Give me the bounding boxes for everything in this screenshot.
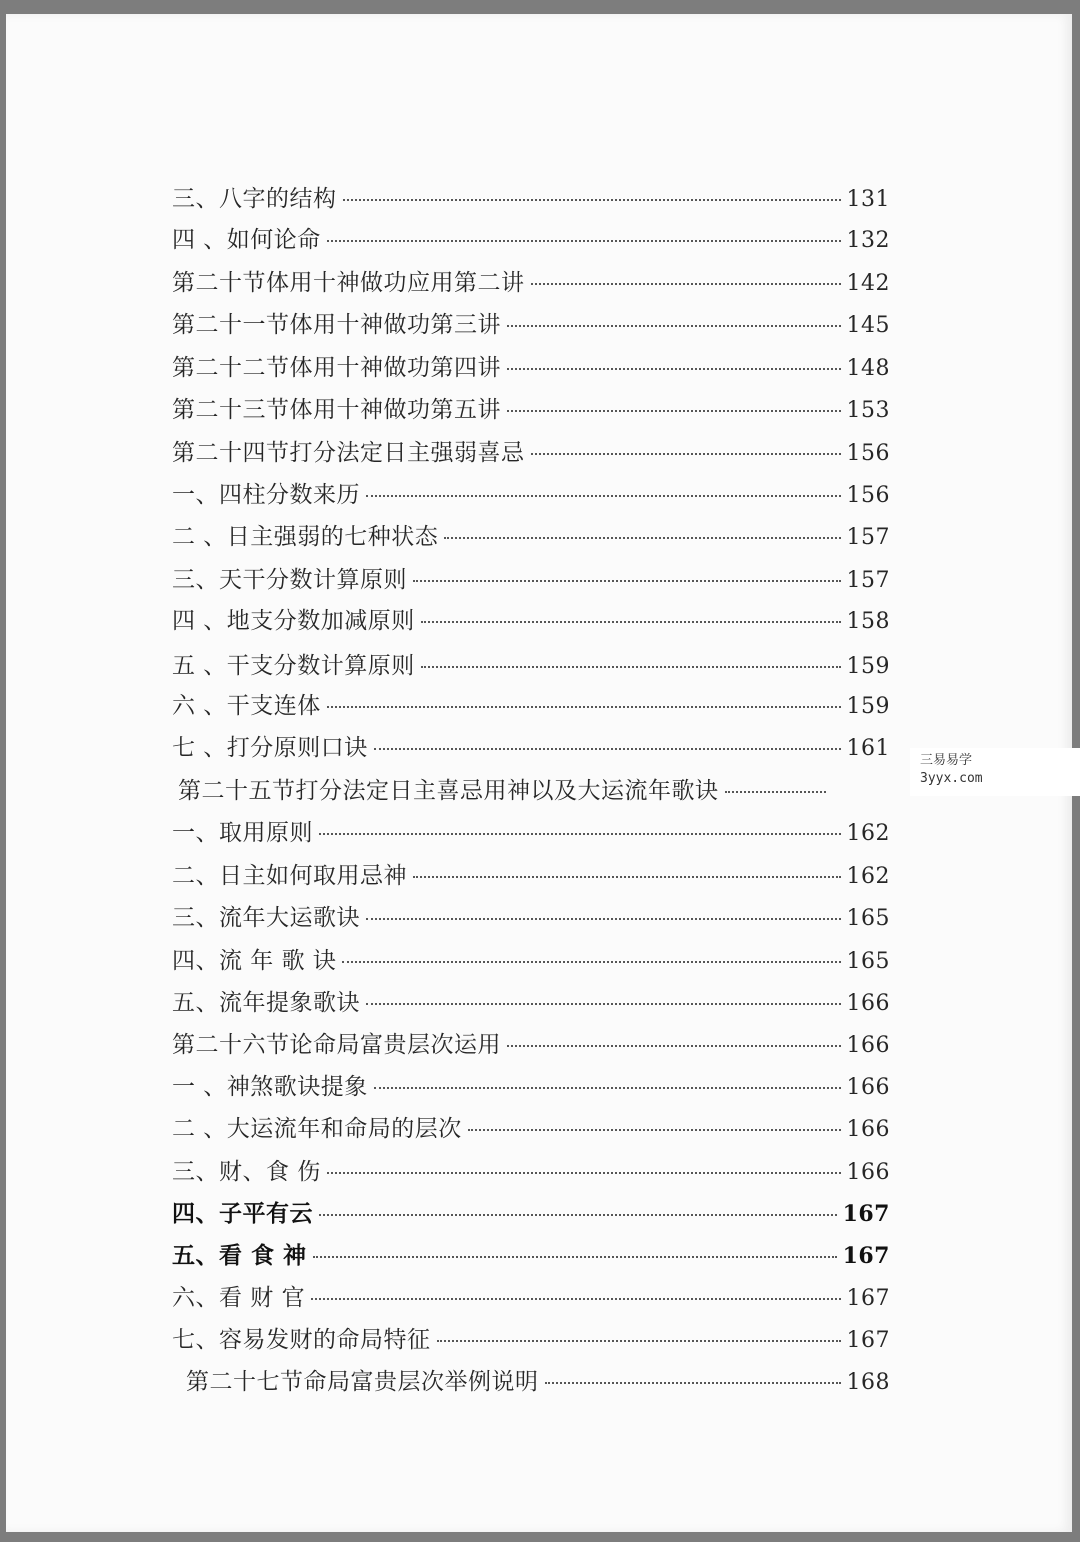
toc-entry-page: 142 [846, 271, 890, 296]
dot-leader [507, 325, 841, 327]
dot-leader [413, 580, 841, 582]
toc-entry-page: 132 [846, 228, 890, 253]
dot-leader [507, 1045, 841, 1047]
toc-entry [172, 729, 890, 762]
dot-leader [507, 410, 841, 412]
dot-leader [319, 833, 841, 835]
dot-leader [366, 1003, 841, 1005]
dot-leader [437, 1340, 841, 1342]
watermark-line-2: 3yyx.com [920, 771, 983, 786]
toc-entry-page: 166 [846, 1117, 890, 1142]
toc-entry [172, 221, 890, 254]
toc-entry [172, 602, 890, 635]
toc-entry [186, 1363, 890, 1396]
toc-entry-page: 156 [846, 441, 890, 466]
toc-entry-page: 167 [842, 1243, 890, 1269]
toc-entry [172, 1110, 890, 1143]
toc-entry-page: 157 [846, 568, 890, 593]
toc-entry-title: 四 、如何论命 [172, 227, 321, 253]
dot-leader [444, 537, 840, 539]
toc-entry [172, 647, 890, 680]
toc-entry-page: 166 [846, 1033, 890, 1058]
toc-entry-title: 三、八字的结构 [172, 186, 337, 212]
toc-entry-title: 七 、打分原则口诀 [172, 735, 368, 761]
toc-entry-page: 162 [846, 821, 890, 846]
toc-entry-page: 167 [846, 1286, 890, 1311]
toc-entry [172, 857, 890, 890]
toc-entry-page: 162 [846, 864, 890, 889]
site-watermark [910, 748, 1080, 796]
toc-entry-title: 第二十七节命局富贵层次举例说明 [186, 1369, 539, 1395]
dot-leader [413, 876, 841, 878]
toc-entry-page: 167 [846, 1328, 890, 1353]
toc-entry-page: 167 [842, 1201, 890, 1227]
toc-entry [172, 434, 890, 467]
toc-entry [172, 814, 890, 847]
toc-entry [172, 899, 890, 932]
toc-entry-title: 六 、干支连体 [172, 693, 321, 719]
toc-entry-title: 五、流年提象歌诀 [172, 990, 360, 1016]
dot-leader [531, 283, 841, 285]
dot-leader [545, 1382, 841, 1384]
toc-entry-title: 第二十六节论命局富贵层次运用 [172, 1032, 501, 1058]
toc-entry [172, 180, 890, 213]
toc-entry-title: 二、日主如何取用忌神 [172, 863, 407, 889]
toc-entry-title: 五、看 食 神 [172, 1242, 307, 1269]
toc-entry-page: 159 [846, 694, 890, 719]
toc-entry [172, 561, 890, 594]
dot-leader [374, 748, 841, 750]
toc-entry-page: 159 [846, 654, 890, 679]
toc-entry-title: 三、天干分数计算原则 [172, 567, 407, 593]
dot-leader [342, 961, 840, 963]
toc-entry-title: 四、子平有云 [172, 1200, 313, 1227]
toc-entry-page: 145 [846, 313, 890, 338]
toc-entry-page: 161 [846, 736, 890, 761]
toc-entry-title: 一、四柱分数来历 [172, 482, 360, 508]
toc-entry [172, 687, 890, 720]
dot-leader [327, 240, 841, 242]
dot-leader [319, 1214, 837, 1216]
toc-entry-title: 六、看 财 官 [172, 1285, 306, 1311]
toc-entry-title: 一、取用原则 [172, 820, 313, 846]
toc-entry-title: 第二十一节体用十神做功第三讲 [172, 312, 501, 338]
toc-entry-page: 158 [846, 609, 890, 634]
dot-leader [313, 1256, 837, 1258]
toc-entry-title: 二 、日主强弱的七种状态 [172, 524, 439, 550]
toc-entry [172, 1068, 890, 1101]
toc-entry-page: 148 [846, 356, 890, 381]
toc-entry-title: 三、财、食 伤 [172, 1159, 321, 1185]
toc-entry-title: 第二十四节打分法定日主强弱喜忌 [172, 440, 525, 466]
toc-entry-title: 三、流年大运歌诀 [172, 905, 360, 931]
toc-entry [172, 264, 890, 297]
toc-entry [172, 349, 890, 382]
toc-entry [172, 1153, 890, 1186]
toc-entry [172, 1195, 890, 1228]
toc-entry-page: 168 [846, 1370, 890, 1395]
toc-entry-page: 166 [846, 1075, 890, 1100]
toc-entry [172, 306, 890, 339]
toc-entry-title: 二 、大运流年和命局的层次 [172, 1116, 462, 1142]
toc-entry-title: 四、流 年 歌 诀 [172, 948, 337, 974]
toc-entry-title: 五 、干支分数计算原则 [172, 653, 415, 679]
toc-entry-title: 第二十节体用十神做功应用第二讲 [172, 270, 525, 296]
dot-leader [374, 1087, 841, 1089]
toc-entry [172, 942, 890, 975]
watermark-line-1: 三易易学 [920, 753, 973, 768]
toc-entry-page: 131 [846, 187, 890, 212]
toc-entry [172, 1321, 890, 1354]
dot-leader [421, 621, 841, 623]
toc-entry-title: 第二十五节打分法定日主喜忌用神以及大运流年歌诀 [178, 778, 719, 804]
toc-entry [172, 476, 890, 509]
dot-leader [421, 666, 841, 668]
dot-leader [366, 918, 841, 920]
dot-leader [531, 453, 841, 455]
toc-entry-title: 四 、地支分数加减原则 [172, 608, 415, 634]
toc-entry-page: 165 [846, 949, 890, 974]
dot-leader [327, 1172, 841, 1174]
dot-leader [507, 368, 841, 370]
dot-leader [725, 791, 827, 793]
toc-entry [172, 984, 890, 1017]
toc-entry [172, 391, 890, 424]
dot-leader [366, 495, 841, 497]
toc-entry [172, 1237, 890, 1270]
toc-entry-page: 165 [846, 906, 890, 931]
dot-leader [468, 1129, 841, 1131]
toc-entry-page: 153 [846, 398, 890, 423]
toc-entry-title: 第二十二节体用十神做功第四讲 [172, 355, 501, 381]
dot-leader [311, 1298, 840, 1300]
toc-entry-page: 166 [846, 1160, 890, 1185]
toc-entry-page: 156 [846, 483, 890, 508]
dot-leader [327, 706, 841, 708]
toc-entry [178, 772, 832, 805]
toc-entry [172, 1279, 890, 1312]
toc-entry [172, 518, 890, 551]
toc-entry-title: 第二十三节体用十神做功第五讲 [172, 397, 501, 423]
toc-entry-page: 157 [846, 525, 890, 550]
toc-entry-title: 一 、神煞歌诀提象 [172, 1074, 368, 1100]
toc-entry-page: 166 [846, 991, 890, 1016]
toc-entry-title: 七、容易发财的命局特征 [172, 1327, 431, 1353]
dot-leader [343, 199, 841, 201]
toc-entry [172, 1026, 890, 1059]
